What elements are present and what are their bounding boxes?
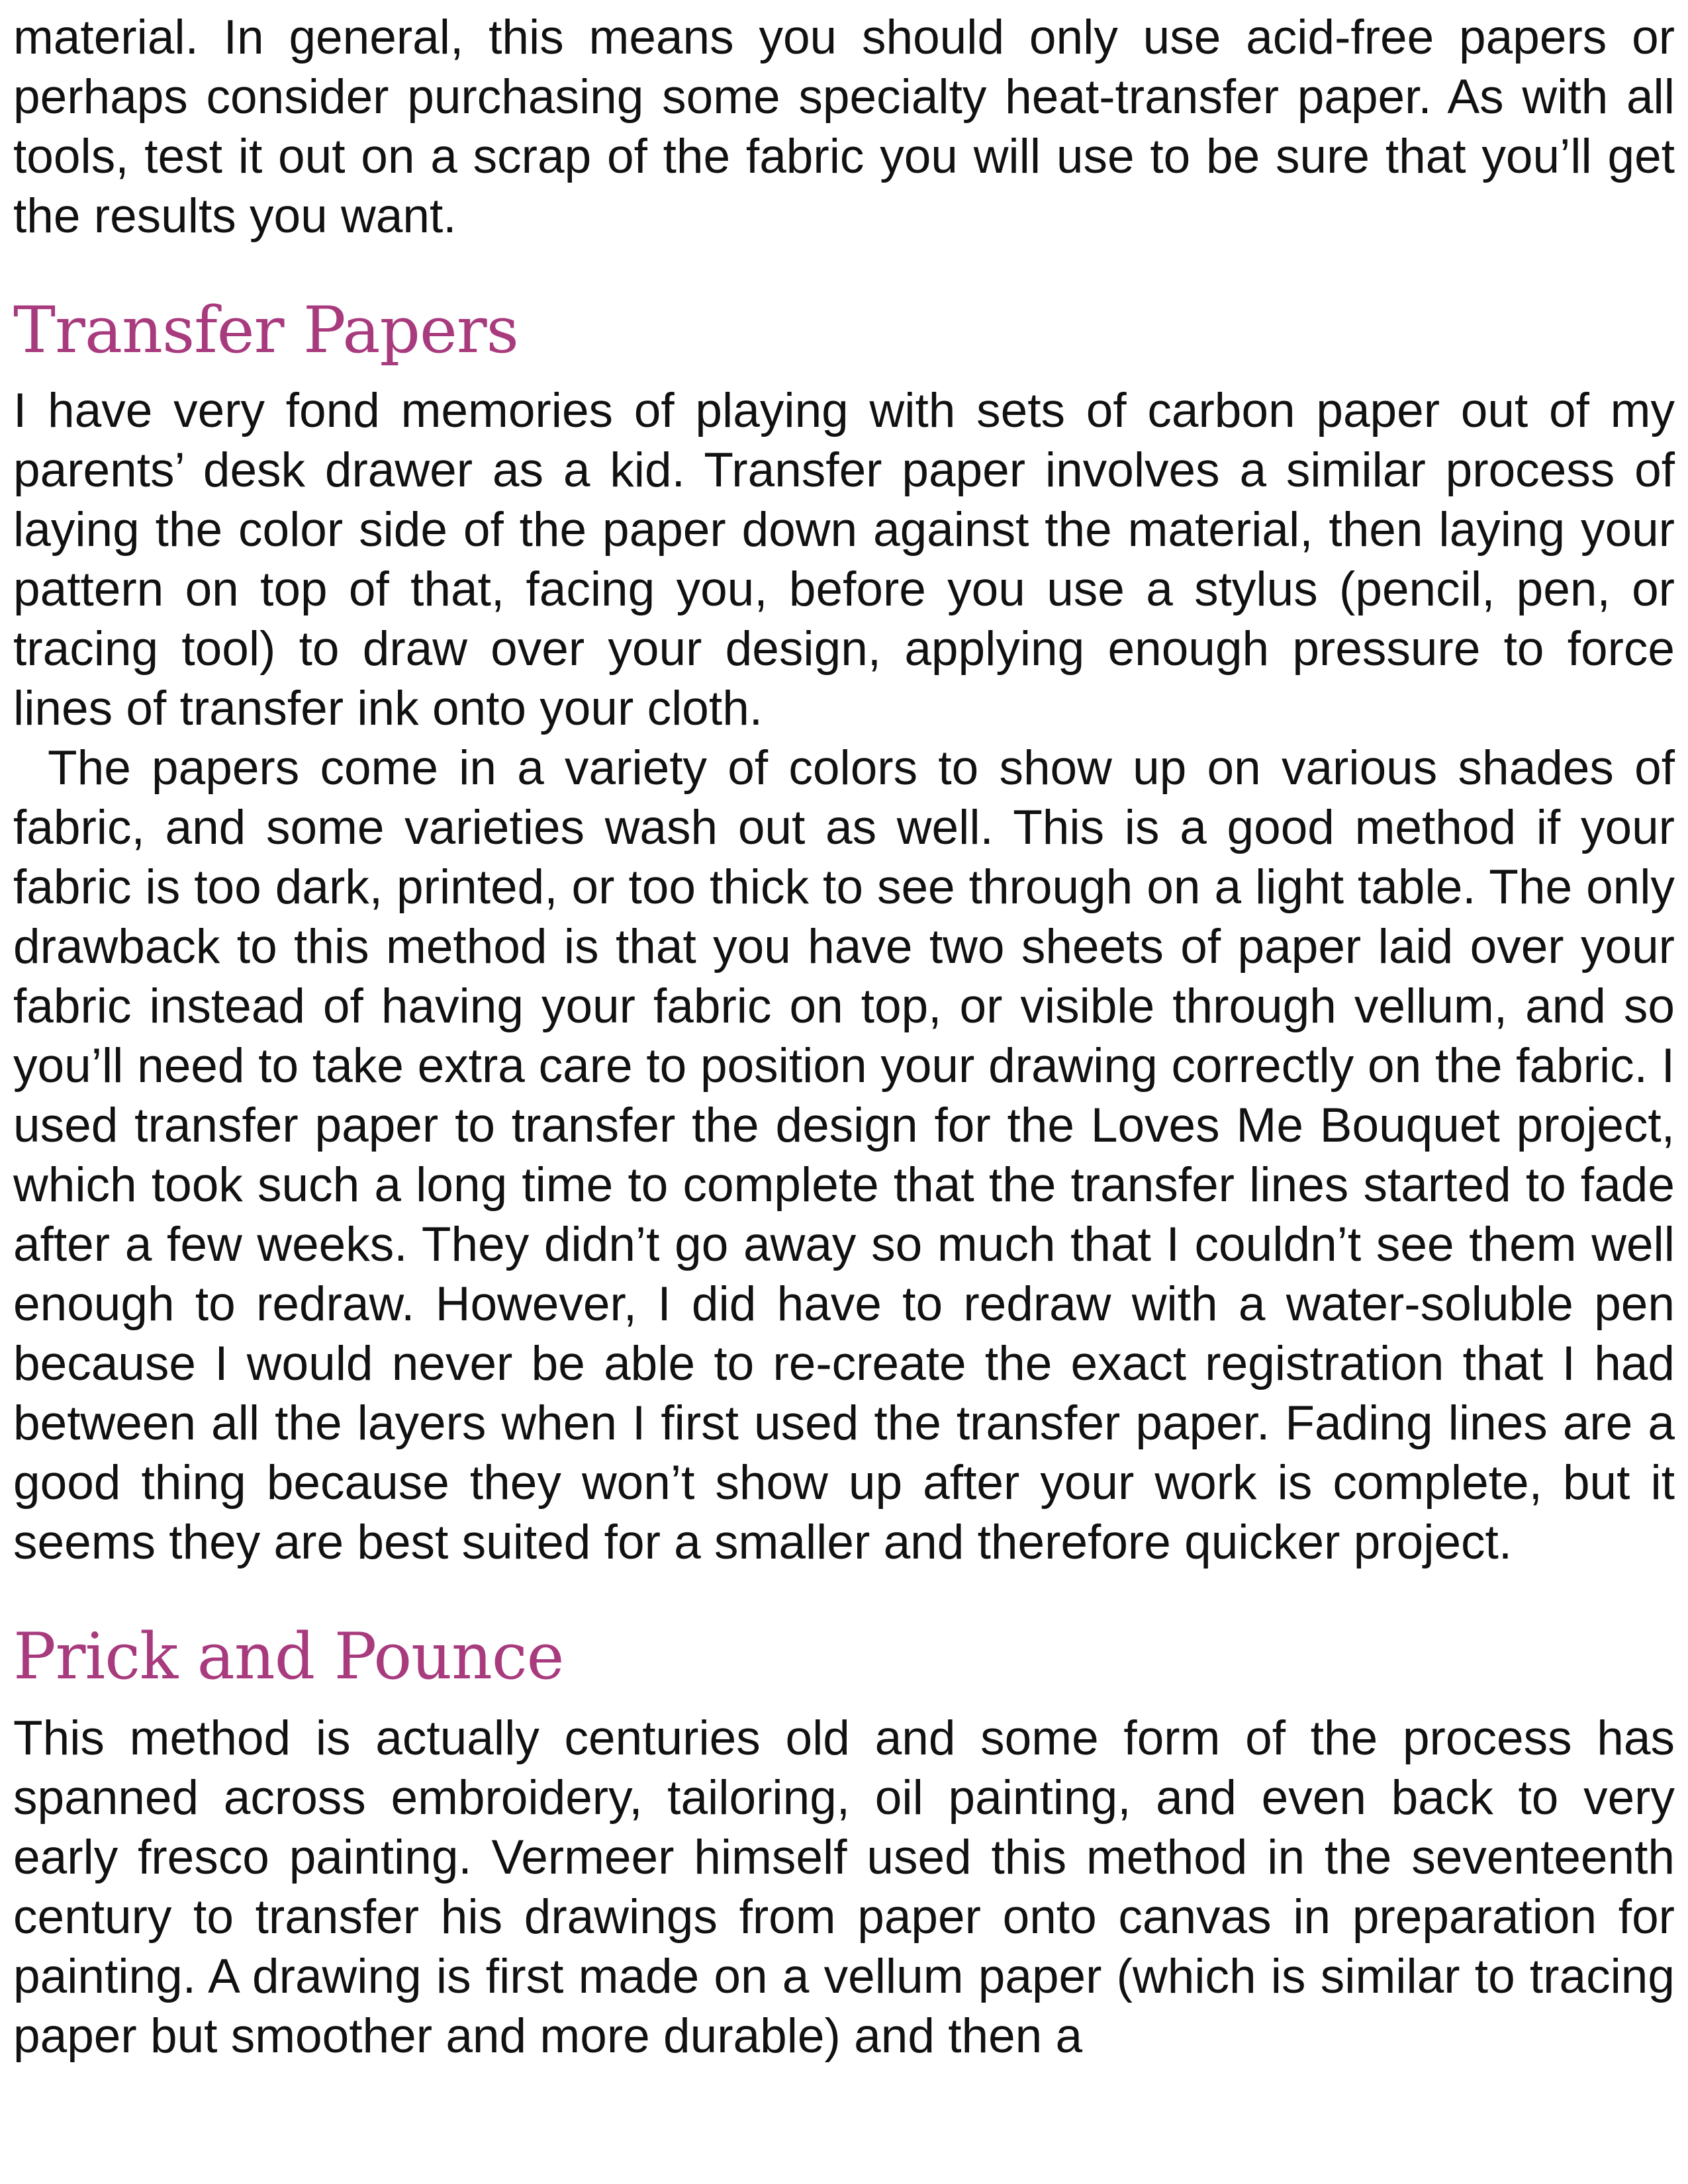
heading-prick-and-pounce: Prick and Pounce (13, 1619, 564, 1694)
intro-paragraph: material. In general, this means you should only use acid-free papers or perhaps consider purchasing some specialty heat-transfer paper. As with all tools, test it out on a scrap of the fabric you will use to be sure that you’ll get the results you want. (13, 11, 1675, 243)
heading-transfer-papers: Transfer Papers (13, 293, 518, 367)
transfer-papers-paragraph-2: The papers come in a variety of colors to show up on various shades of fabric, and some varieties wash out as well. This is a good method if your fabric is too dark, printed, or too thick to see through on a light table. The only drawback to this method is that you have two sheets of paper laid over your fabric instead of having your fabric on top, or visible through vellum, and so you’ll need to take extra care to position your drawing correctly on the fabric. I used transfer paper to transfer the design for the Loves Me Bouquet project, which took such a long time to complete that the transfer lines started to fade after a few weeks. They didn’t go away so much that I couldn’t see them well enough to redraw. However, I did have to redraw with a water-soluble pen because I would never be able to re-create the exact registration that I had between all the layers when I first used the transfer paper. Fading lines are a good thing because they won’t show up after your work is complete, but it seems they are best suited for a smaller and therefore quicker project. (13, 741, 1675, 1569)
prick-and-pounce-paragraph: This method is actually centuries old and some form of the process has spanned across embroidery, tailoring, oil painting, and even back to very early fresco painting. Vermeer himself used this method in the seventeenth century to transfer his drawings from paper onto canvas in preparation for painting. A drawing is first made on a vellum paper (which is similar to tracing paper but smoother and more durable) and then a (13, 1711, 1675, 2063)
document-page (13, 8, 1675, 2066)
transfer-papers-paragraph-1: I have very fond memories of playing with sets of carbon paper out of my parents’ desk drawer as a kid. Transfer paper involves a similar process of laying the color side of the paper down against the material, then laying your pattern on top of that, facing you, before you use a stylus (pencil, pen, or tracing tool) to draw over your design, applying enough pressure to force lines of transfer ink onto your cloth. (13, 384, 1675, 735)
